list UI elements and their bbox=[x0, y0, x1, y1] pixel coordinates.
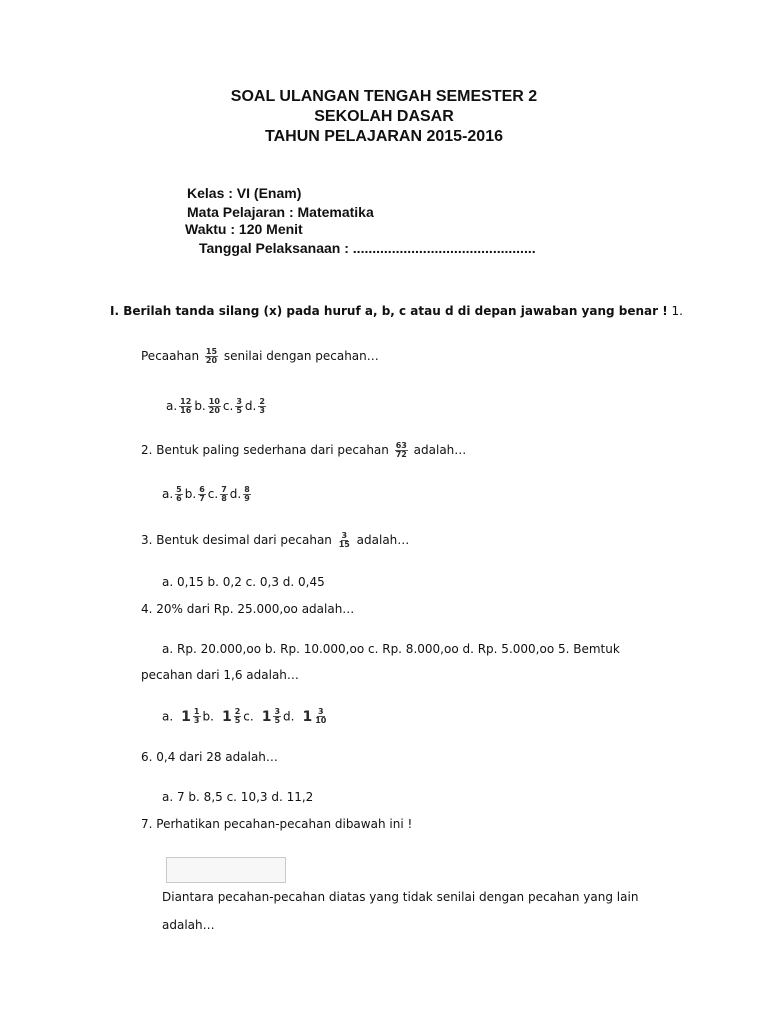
question-7-text: Diantara pecahan-pecahan diatas yang tidak senilai dengan pecahan yang lain bbox=[162, 890, 639, 904]
question-2: 2. Bentuk paling sederhana dari pecahan $\frac{63}{72}$ adalah… bbox=[141, 441, 467, 459]
academic-year: TAHUN PELAJARAN 2015-2016 bbox=[265, 128, 503, 145]
fraction: $\frac{12}{16}$ bbox=[180, 397, 192, 415]
school-level: SEKOLAH DASAR bbox=[314, 108, 454, 125]
question-3-options: a. 0,15 b. 0,2 c. 0,3 d. 0,45 bbox=[162, 575, 325, 589]
fraction: $\frac{3}{10}$ bbox=[315, 707, 327, 725]
question-4: 4. 20% dari Rp. 25.000,oo adalah… bbox=[141, 602, 355, 616]
question-2-options: a. $\frac{5}{6}$ b. $\frac{6}{7}$ c. $\frac{7}{8}$ d. $\frac{8}{9}$ bbox=[162, 485, 250, 503]
exam-title: SOAL ULANGAN TENGAH SEMESTER 2 bbox=[230, 88, 538, 105]
question-5-options: a. 1 $\frac{1}{3}$ b. 1 $\frac{2}{5}$ c. 1 $\frac{3}{5}$ d. 1 $\frac{3}{10}$ bbox=[162, 708, 329, 725]
mixed-number: 1 $\frac{2}{5}$ bbox=[221, 707, 241, 725]
question-3: 3. Bentuk desimal dari pecahan $\frac{3}{15}$ adalah… bbox=[141, 531, 410, 549]
mixed-number: 1 $\frac{1}{3}$ bbox=[181, 707, 200, 725]
fraction: $\frac{7}{8}$ bbox=[221, 485, 227, 503]
question-6-options: a. 7 b. 8,5 c. 10,3 d. 11,2 bbox=[162, 790, 314, 804]
fraction: $\frac{8}{9}$ bbox=[244, 485, 250, 503]
question-1: Pecaahan $\frac{15}{20}$ senilai dengan pecahan… bbox=[141, 347, 379, 365]
fraction: $\frac{1}{3}$ bbox=[193, 707, 200, 725]
fraction: $\frac{3}{5}$ bbox=[274, 707, 281, 725]
subject-info: Mata Pelajaran : Matematika bbox=[187, 204, 374, 220]
question-4-options: a. Rp. 20.000,oo b. Rp. 10.000,oo c. Rp. 8.000,oo d. Rp. 5.000,oo 5. Bemtuk bbox=[162, 642, 620, 656]
fraction: $\frac{6}{7}$ bbox=[199, 485, 205, 503]
fraction: $\frac{3}{15}$ bbox=[338, 531, 350, 549]
class-info: Kelas : VI (Enam) bbox=[187, 185, 302, 201]
fraction: $\frac{2}{3}$ bbox=[259, 397, 265, 415]
fraction: $\frac{15}{20}$ bbox=[205, 347, 218, 365]
fraction: $\frac{2}{5}$ bbox=[234, 707, 241, 725]
fraction-image-placeholder bbox=[166, 857, 286, 883]
question-7: 7. Perhatikan pecahan-pecahan dibawah ini ! bbox=[141, 817, 413, 831]
question-6: 6. 0,4 dari 28 adalah… bbox=[141, 750, 278, 764]
date-info: Tanggal Pelaksanaan : ............................................... bbox=[199, 240, 536, 256]
fraction: $\frac{5}{6}$ bbox=[176, 485, 182, 503]
question-5: pecahan dari 1,6 adalah… bbox=[141, 668, 299, 682]
time-info: Waktu : 120 Menit bbox=[185, 221, 303, 237]
mixed-number: 1 $\frac{3}{5}$ bbox=[261, 707, 281, 725]
mixed-number: 1 $\frac{3}{10}$ bbox=[302, 707, 327, 725]
fraction: $\frac{10}{20}$ bbox=[208, 397, 220, 415]
fraction: $\frac{63}{72}$ bbox=[395, 441, 407, 459]
fraction: $\frac{3}{5}$ bbox=[236, 397, 242, 415]
instruction: I. Berilah tanda silang (x) pada huruf a, b, c atau d di depan jawaban yang benar ! 1. bbox=[110, 304, 683, 318]
question-7-text-end: adalah… bbox=[162, 918, 215, 932]
question-1-options: a. $\frac{12}{16}$ b. $\frac{10}{20}$ c. $\frac{3}{5}$ d. $\frac{2}{3}$ bbox=[166, 397, 265, 415]
